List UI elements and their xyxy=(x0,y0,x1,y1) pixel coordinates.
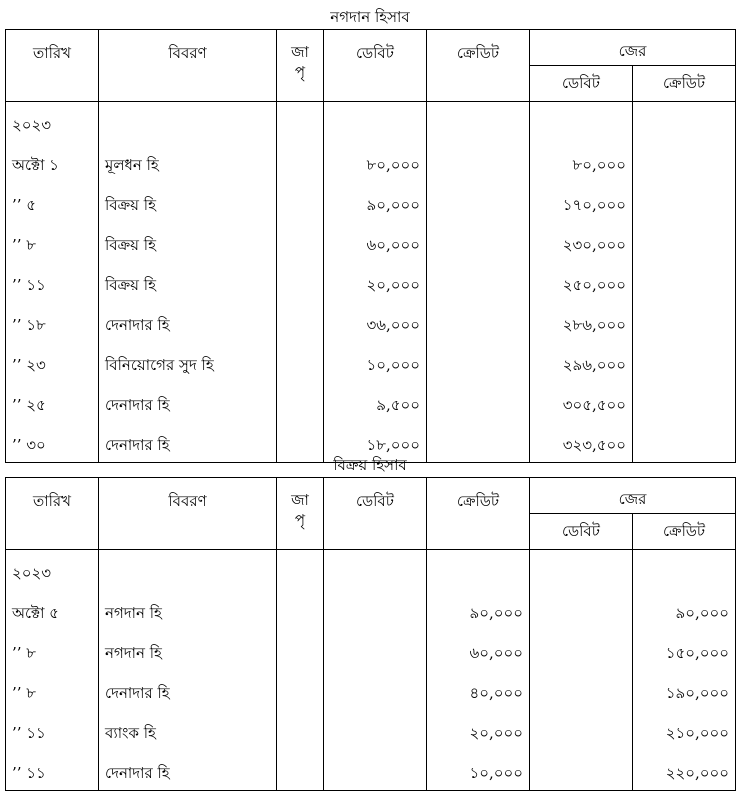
year-cell: ২০২৩ xyxy=(6,102,99,143)
description-cell: দেনাদার হি xyxy=(99,302,277,342)
header-date: তারিখ xyxy=(6,478,99,550)
balance-debit-cell: ২৯৬,০০০ xyxy=(530,342,633,382)
header-balance-debit: ডেবিট xyxy=(530,66,633,102)
date-cell: ’’ ২৩ xyxy=(6,342,99,382)
balance-credit-cell xyxy=(633,262,736,302)
balance-debit-cell xyxy=(530,590,633,630)
balance-credit-cell xyxy=(633,382,736,422)
header-debit: ডেবিট xyxy=(324,30,427,102)
ledger-table xyxy=(5,477,736,791)
header-balance: জের xyxy=(530,30,736,66)
sales-ledger xyxy=(5,453,735,791)
date-cell: ’’ ৮ xyxy=(6,222,99,262)
ledger-table xyxy=(5,29,736,463)
journal-page-cell xyxy=(277,142,324,182)
debit-cell: ১৮,০০০ xyxy=(324,422,427,463)
debit-cell: ২০,০০০ xyxy=(324,262,427,302)
journal-page-cell xyxy=(277,182,324,222)
balance-credit-cell xyxy=(633,182,736,222)
description-cell: মূলধন হি xyxy=(99,142,277,182)
balance-debit-cell: ২৩০,০০০ xyxy=(530,222,633,262)
header-journal-page: জা পৃ xyxy=(277,478,324,550)
journal-page-cell xyxy=(277,222,324,262)
credit-cell: ৯০,০০০ xyxy=(427,590,530,630)
balance-debit-cell: ২৮৬,০০০ xyxy=(530,302,633,342)
header-credit: ক্রেডিট xyxy=(427,478,530,550)
debit-cell xyxy=(324,750,427,791)
balance-credit-cell: ২১০,০০০ xyxy=(633,710,736,750)
credit-cell xyxy=(427,262,530,302)
journal-page-cell xyxy=(277,710,324,750)
balance-credit-cell xyxy=(633,342,736,382)
table-row xyxy=(6,342,736,382)
description-cell: নগদান হি xyxy=(99,590,277,630)
date-cell: ’’ ১৮ xyxy=(6,302,99,342)
balance-credit-cell: ১৯০,০০০ xyxy=(633,670,736,710)
debit-cell xyxy=(324,710,427,750)
debit-cell xyxy=(324,590,427,630)
date-cell: ’’ ৮ xyxy=(6,630,99,670)
balance-debit-cell: ১৭০,০০০ xyxy=(530,182,633,222)
balance-debit-cell xyxy=(530,630,633,670)
date-cell: ’’ ১১ xyxy=(6,262,99,302)
balance-debit-cell xyxy=(530,710,633,750)
date-cell: ’’ ১১ xyxy=(6,750,99,791)
journal-page-cell xyxy=(277,382,324,422)
description-cell: নগদান হি xyxy=(99,630,277,670)
header-description: বিবরণ xyxy=(99,30,277,102)
debit-cell: ৮০,০০০ xyxy=(324,142,427,182)
header-journal-page: জা পৃ xyxy=(277,30,324,102)
credit-cell xyxy=(427,382,530,422)
header-date: তারিখ xyxy=(6,30,99,102)
credit-cell: ১০,০০০ xyxy=(427,750,530,791)
balance-credit-cell xyxy=(633,222,736,262)
journal-page-cell xyxy=(277,750,324,791)
date-cell: অক্টো ৫ xyxy=(6,590,99,630)
balance-debit-cell: ৩২৩,৫০০ xyxy=(530,422,633,463)
date-cell: ’’ ১১ xyxy=(6,710,99,750)
table-row xyxy=(6,750,736,791)
description-cell: দেনাদার হি xyxy=(99,750,277,791)
journal-page-cell xyxy=(277,262,324,302)
credit-cell xyxy=(427,342,530,382)
table-row xyxy=(6,142,736,182)
date-cell: অক্টো ১ xyxy=(6,142,99,182)
table-row xyxy=(6,222,736,262)
date-cell: ’’ ৮ xyxy=(6,670,99,710)
journal-page-cell xyxy=(277,590,324,630)
journal-page-cell xyxy=(277,670,324,710)
credit-cell: ৬০,০০০ xyxy=(427,630,530,670)
debit-cell xyxy=(324,670,427,710)
table-row xyxy=(6,182,736,222)
header-balance-debit: ডেবিট xyxy=(530,514,633,550)
debit-cell: ৯,৫০০ xyxy=(324,382,427,422)
table-row xyxy=(6,630,736,670)
header-balance: জের xyxy=(530,478,736,514)
table-row xyxy=(6,710,736,750)
balance-credit-cell xyxy=(633,302,736,342)
ledger-title: নগদান হিসাব xyxy=(330,8,410,26)
debit-cell: ৩৬,০০০ xyxy=(324,302,427,342)
table-row xyxy=(6,262,736,302)
header-balance-credit: ক্রেডিট xyxy=(633,514,736,550)
date-cell: ’’ ৫ xyxy=(6,182,99,222)
balance-credit-cell: ৯০,০০০ xyxy=(633,590,736,630)
debit-cell: ১০,০০০ xyxy=(324,342,427,382)
balance-debit-cell xyxy=(530,670,633,710)
table-row xyxy=(6,670,736,710)
balance-credit-cell xyxy=(633,142,736,182)
header-credit: ক্রেডিট xyxy=(427,30,530,102)
debit-cell: ৯০,০০০ xyxy=(324,182,427,222)
debit-cell: ৬০,০০০ xyxy=(324,222,427,262)
description-cell: দেনাদার হি xyxy=(99,422,277,463)
balance-credit-cell: ১৫০,০০০ xyxy=(633,630,736,670)
ledger-title: বিক্রয় হিসাব xyxy=(333,456,407,474)
year-row xyxy=(6,550,736,591)
table-row xyxy=(6,590,736,630)
credit-cell xyxy=(427,302,530,342)
balance-debit-cell: ২৫০,০০০ xyxy=(530,262,633,302)
header-description: বিবরণ xyxy=(99,478,277,550)
date-cell: ’’ ২৫ xyxy=(6,382,99,422)
cash-ledger xyxy=(5,5,735,463)
year-row xyxy=(6,102,736,143)
description-cell: ব্যাংক হি xyxy=(99,710,277,750)
description-cell: দেনাদার হি xyxy=(99,670,277,710)
year-cell: ২০২৩ xyxy=(6,550,99,591)
table-row xyxy=(6,302,736,342)
description-cell: বিক্রয় হি xyxy=(99,262,277,302)
credit-cell: ৪০,০০০ xyxy=(427,670,530,710)
balance-credit-cell: ২২০,০০০ xyxy=(633,750,736,791)
balance-debit-cell: ৮০,০০০ xyxy=(530,142,633,182)
journal-page-cell xyxy=(277,302,324,342)
description-cell: বিক্রয় হি xyxy=(99,182,277,222)
header-debit: ডেবিট xyxy=(324,478,427,550)
credit-cell xyxy=(427,142,530,182)
description-cell: বিক্রয় হি xyxy=(99,222,277,262)
table-row xyxy=(6,382,736,422)
description-cell: দেনাদার হি xyxy=(99,382,277,422)
journal-page-cell xyxy=(277,342,324,382)
journal-page-cell xyxy=(277,630,324,670)
credit-cell xyxy=(427,182,530,222)
balance-debit-cell xyxy=(530,750,633,791)
debit-cell xyxy=(324,630,427,670)
description-cell: বিনিয়োগের সুদ হি xyxy=(99,342,277,382)
balance-debit-cell: ৩০৫,৫০০ xyxy=(530,382,633,422)
credit-cell xyxy=(427,222,530,262)
date-cell: ’’ ৩০ xyxy=(6,422,99,463)
credit-cell: ২০,০০০ xyxy=(427,710,530,750)
header-balance-credit: ক্রেডিট xyxy=(633,66,736,102)
